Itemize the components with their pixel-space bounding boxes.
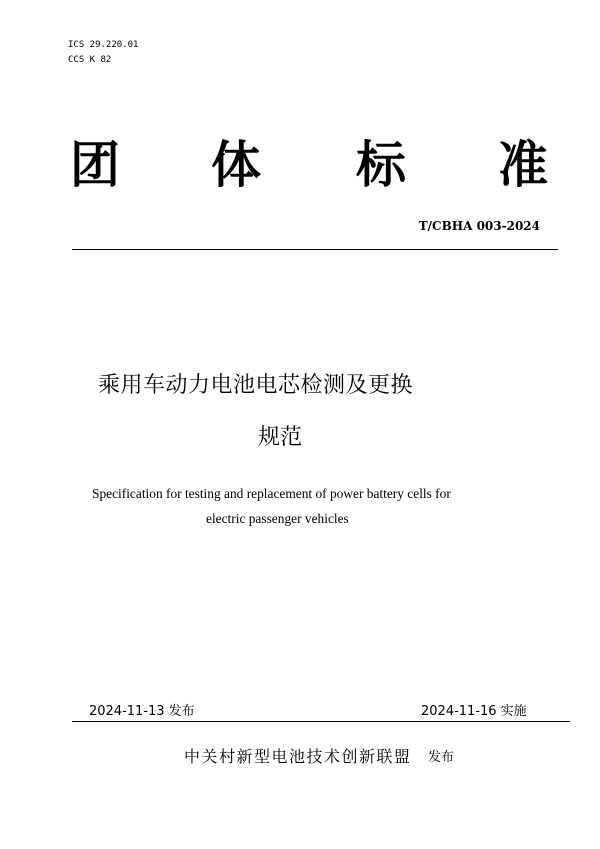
implement-date: 2024-11-16 实施 — [421, 704, 527, 719]
heading-char-2: 体 — [211, 136, 261, 194]
title-en-line2: electric passenger vehicles — [206, 511, 349, 526]
ics-code: ICS 29.220.01 — [68, 40, 139, 50]
heading-char-1: 团 — [70, 136, 120, 194]
ccs-code: CCS K 82 — [68, 55, 112, 65]
heading-char-4: 准 — [498, 136, 548, 194]
publisher-name: 中关村新型电池技术创新联盟 — [184, 747, 412, 766]
title-en-line1: Specification for testing and replacement of power battery cells for — [92, 486, 451, 501]
header-divider — [72, 249, 558, 250]
standard-code: T/CBHA 003-2024 — [418, 219, 540, 233]
heading-char-3: 标 — [356, 136, 406, 194]
footer-divider — [72, 721, 570, 722]
publish-date: 2024-11-13 发布 — [89, 704, 195, 719]
publisher-suffix: 发布 — [428, 750, 455, 765]
title-cn-line2: 规范 — [258, 425, 303, 450]
title-cn-line1: 乘用车动力电池电芯检测及更换 — [98, 373, 414, 398]
